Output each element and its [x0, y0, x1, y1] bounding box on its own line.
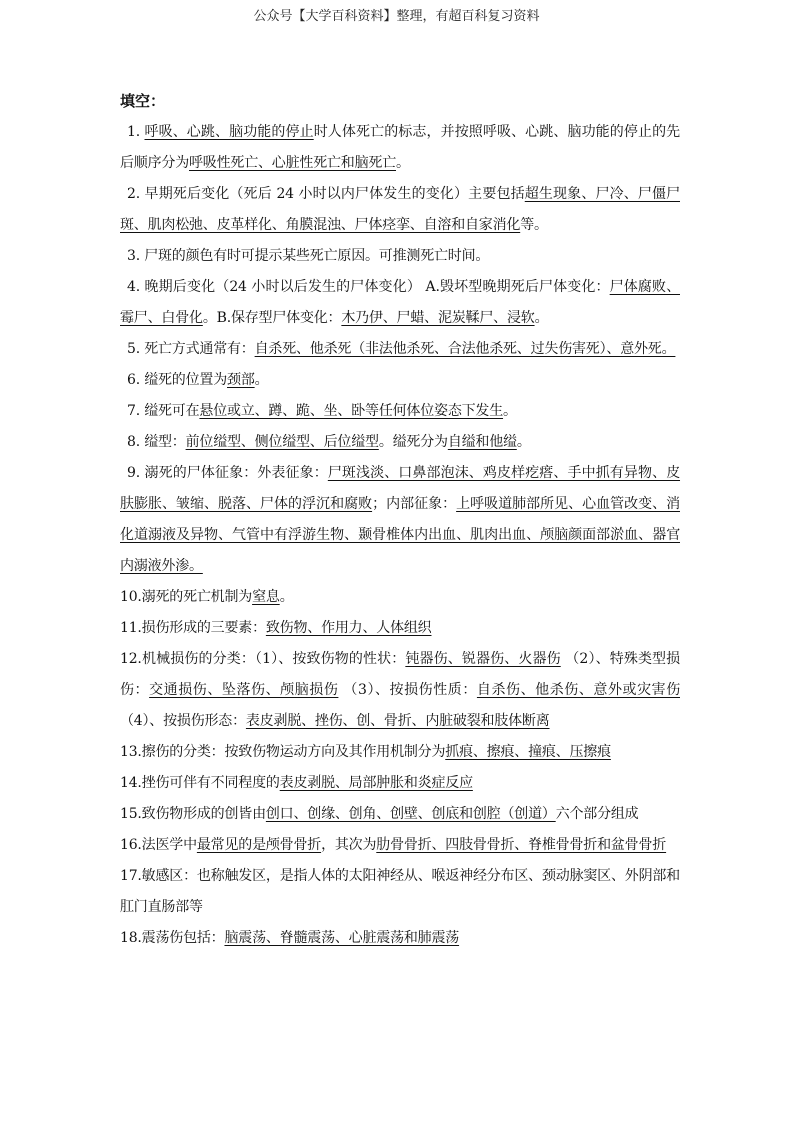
question-text: 18.震荡伤包括： [120, 930, 225, 946]
answer-text: 钝器伤、锐器伤、火器伤 [405, 651, 561, 667]
question-text: 4. 晚期后变化（24 小时以后发生的尸体变化） A.毁坏型晚期死后尸体变化： [127, 279, 610, 295]
question-text: 15.致伤物形成的创皆由 [120, 806, 266, 822]
answer-text: 超生现象、尸冷、尸僵尸斑、肌肉松弛、皮革样化、角膜混浊、尸体痉挛、自溶和自家消化 [120, 186, 680, 233]
answer-text: 自杀伤、他杀伤、意外或灾害伤 [476, 682, 680, 698]
answer-text: 尸体腐败、霉尸、白骨化 [120, 279, 680, 326]
question-text: 17.敏感区：也称触发区，是指人体的太阳神经从、喉返神经分布区、颈动脉窦区、外阴部和肛门直肠部等 [120, 868, 680, 915]
list-item [120, 613, 680, 644]
question-text: 16.法医学中 [120, 837, 197, 853]
list-item [120, 241, 680, 272]
question-text: （4）、按损伤形态： [120, 713, 246, 729]
answer-text: 呼吸性死亡、心脏性死亡和脑死亡 [189, 155, 396, 171]
question-text: 7. 缢死可在 [127, 403, 200, 419]
list-item [120, 830, 680, 861]
answer-text: 自缢和他缢 [447, 434, 517, 450]
question-text: 13.擦伤的分类：按致伤物运动方向及其作用机制分为 [120, 744, 446, 760]
question-text: 11.损伤形成的三要素： [120, 620, 266, 636]
question-text: 。B.保存型尸体变化： [202, 310, 342, 326]
question-text: 9. 溺死的尸体征象：外表征象： [127, 465, 328, 481]
list-item [120, 799, 680, 830]
question-text: ，其次为 [321, 837, 377, 853]
question-text: 12.机械损伤的分类：（1）、按致伤物的性状： [120, 651, 406, 667]
question-text: 5. 死亡方式通常有： [127, 341, 255, 357]
list-item [120, 861, 680, 923]
answer-text: 交通损伤、坠落伤、颅脑损伤 [149, 682, 339, 698]
list-item [120, 644, 680, 737]
answer-text: 悬位或立、蹲、跪、坐、卧等任何体位姿态下发生 [199, 403, 504, 419]
question-text: 8. 缢型： [127, 434, 186, 450]
list-item [120, 272, 680, 334]
question-text: 。 [534, 310, 549, 326]
question-text: 6. 缢死的位置为 [127, 372, 228, 388]
list-item [120, 334, 680, 365]
list-item [120, 365, 680, 396]
question-text: （3）、按损伤性质： [338, 682, 477, 698]
answer-text: 尸斑浅淡、口鼻部泡沫、鸡皮样疙瘩、手中抓有异物、皮肤膨胀、皱缩、脱落、尸体的浮沉和腐败 [120, 465, 681, 512]
list-item [120, 117, 680, 179]
list-item [120, 582, 680, 613]
answer-text: 表皮剥脱、挫伤、创、骨折、内脏破裂和肢体断离 [245, 713, 550, 729]
question-text: 14.挫伤可伴有不同程度的 [120, 775, 280, 791]
answer-text: 创口、创缘、创角、创壁、创底和创腔（创道） [265, 806, 556, 822]
answer-text: 呼吸、心跳、脑功能的停止 [144, 124, 314, 140]
list-item [120, 458, 680, 582]
question-text: 。缢死分为 [378, 434, 448, 450]
question-text: 六个部分组成 [555, 806, 639, 822]
question-text: 1. [127, 124, 145, 140]
section-title: 填空： [120, 92, 166, 110]
answer-text: 上呼吸道肺部所见、心血管改变、消化道溺液及异物、气管中有浮游生物、颞骨椎体内出血、肌肉出血、颅脑颜面部淤血、器官内溺液外渗。 [120, 496, 680, 574]
list-item [120, 179, 680, 241]
question-text: 10.溺死的死亡机制为 [120, 589, 253, 605]
question-text: 等。 [520, 217, 548, 233]
answer-text: 表皮剥脱、局部肿胀和炎症反应 [279, 775, 473, 791]
list-item [120, 427, 680, 458]
page-header: 公众号【大学百科资料】整理，有超百科复习资料 [253, 9, 540, 24]
question-text: （2）、特殊类型损伤： [120, 651, 680, 698]
question-text: 。 [503, 403, 517, 419]
fill-in-list [120, 117, 680, 954]
question-text: 3. 尸斑的颜色有时可提示某些死亡原因。可推测死亡时间。 [127, 248, 490, 264]
list-item [120, 737, 680, 768]
answer-text: 自杀死、他杀死（非法他杀死、合法他杀死、过失伤害死）、意外死。 [254, 341, 676, 357]
question-text: 。 [396, 155, 410, 171]
answer-text: 肋骨骨折、四肢骨骨折、脊椎骨骨折和盆骨骨折 [376, 837, 667, 853]
list-item [120, 923, 680, 954]
question-text: 。 [279, 589, 294, 605]
list-item [120, 396, 680, 427]
answer-text: 脑震荡、脊髓震荡、心脏震荡和肺震荡 [224, 930, 460, 946]
answer-text: 最常见的是颅骨骨折 [196, 837, 322, 853]
question-text: ；内部征象： [372, 496, 457, 512]
question-text: 2. 早期死后变化（死后 24 小时以内尸体发生的变化）主要包括 [127, 186, 525, 202]
question-text: 时人体死亡的标志，并按照呼吸、心跳、脑功能的停止的先后顺序分为 [120, 124, 680, 171]
answer-text: 致伤物、作用力、人体组织 [265, 620, 432, 636]
answer-text: 抓痕、擦痕、撞痕、压擦痕 [445, 744, 611, 760]
answer-text: 前位缢型、侧位缢型、后位缢型 [185, 434, 379, 450]
answer-text: 颈部 [227, 372, 255, 388]
answer-text: 木乃伊、尸蜡、泥炭鞣尸、浸软 [341, 310, 535, 326]
list-item [120, 768, 680, 799]
answer-text: 窒息 [252, 589, 280, 605]
question-text: 。 [254, 372, 269, 388]
question-text: 。 [516, 434, 531, 450]
